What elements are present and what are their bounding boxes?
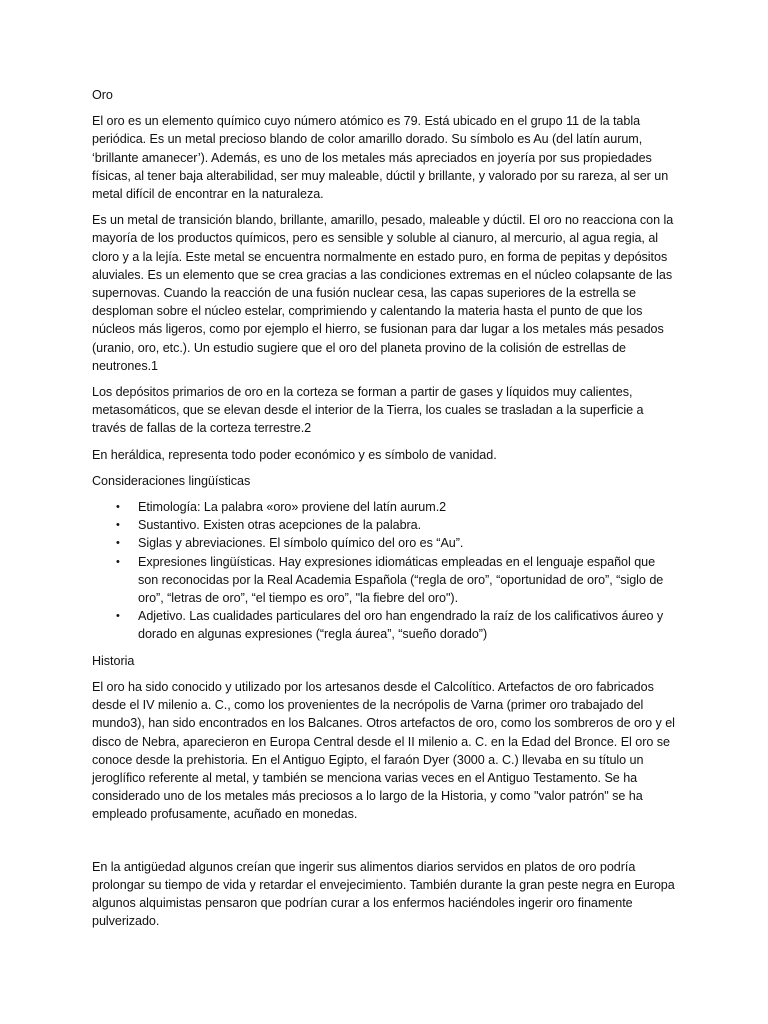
document-page <box>92 86 678 938</box>
bullet-icon: • <box>116 610 120 623</box>
list-item-text: Siglas y abreviaciones. El símbolo químico del oro es “Au”. <box>138 536 464 551</box>
list-item <box>92 607 678 643</box>
intro-paragraph-2: Es un metal de transición blando, brillante, amarillo, pesado, maleable y dúctil. El oro no reacciona con la mayoría de los productos químicos, pero es sensible y soluble al cianuro, al mercurio, al agua regia, al cloro y a la lejía. Este metal se encuentra normalmente en estado puro, en forma de pepitas y depósitos aluviales. Es un elemento que se crea gracias a las condiciones extremas en el núcleo colapsante de las supernovas. Cuando la reacción de una fusión nuclear cesa, las capas superiores de la estrella se desploman sobre el núcleo estelar, comprimiendo y calentando la materia hasta el punto de que los núcleos más ligeros, como por ejemplo el hierro, se fusionan para dar lugar a los metales más pesados (uranio, oro, etc.). Un estudio sugiere que el oro del planeta provino de la colisión de estrellas de neutrones.1 <box>92 213 674 373</box>
bullet-icon: • <box>116 501 120 514</box>
list-item <box>92 516 678 534</box>
history-paragraph-1: El oro ha sido conocido y utilizado por los artesanos desde el Calcolítico. Artefactos de oro fabricados desde el IV milenio a. C., como los provenientes de la necrópolis de Varna (primer oro trabajado del mundo3), han sido encontrados en los Balcanes. Otros artefactos de oro, como los sombreros de oro y el disco de Nebra, aparecieron en Europa Central desde el II milenio a. C. en la Edad del Bronce. El oro se conoce desde la prehistoria. En el Antiguo Egipto, el faraón Dyer (3000 a. C.) llevaba en su título un jeroglífico referente al metal, y también se menciona varias veces en el Antiguo Testamento. Se ha considerado uno de los metales más preciosos a lo largo de la Historia, y como "valor patrón" se ha empleado profusamente, acuñado en monedas. <box>92 679 675 822</box>
linguistics-heading: Consideraciones lingüísticas <box>92 473 251 488</box>
bullet-icon: • <box>116 555 120 568</box>
list-item <box>92 498 678 516</box>
intro-paragraph-4: En heráldica, representa todo poder económico y es símbolo de vanidad. <box>92 447 497 462</box>
intro-paragraph-1: El oro es un elemento químico cuyo número atómico es 79. Está ubicado en el grupo 11 de la tabla periódica. Es un metal precioso blando de color amarillo dorado. Su símbolo es Au (del latín aurum, ‘brillante amanecer’). Además, es uno de los metales más apreciados en joyería por sus propiedades físicas, al tener baja alterabilidad, ser muy maleable, dúctil y brillante, y valorado por su rareza, al ser un metal difícil de encontrar en la naturaleza. <box>92 114 669 202</box>
paragraph-spacer <box>92 832 678 858</box>
list-item-text: Expresiones lingüísticas. Hay expresiones idiomáticas empleadas en el lenguaje español que son reconocidas por la Real Academia Española (“regla de oro”, “oportunidad de oro”, “siglo de oro”, “letras de oro”, “el tiempo es oro”, "la fiebre del oro"). <box>138 554 664 606</box>
list-item-text: Sustantivo. Existen otras acepciones de la palabra. <box>138 518 422 533</box>
list-item-text: Adjetivo. Las cualidades particulares del oro han engendrado la raíz de los calificativos áureo y dorado en algunas expresiones (“regla áurea”, “sueño dorado”) <box>138 609 664 642</box>
intro-paragraph-3: Los depósitos primarios de oro en la corteza se forman a partir de gases y líquidos muy calientes, metasomáticos, que se elevan desde el interior de la Tierra, los cuales se trasladan a la superficie a través de fallas de la corteza terrestre.2 <box>92 385 644 436</box>
bullet-icon: • <box>116 519 120 532</box>
history-paragraph-2: En la antigüedad algunos creían que ingerir sus alimentos diarios servidos en platos de oro podría prolongar su tiempo de vida y retardar el envejecimiento. También durante la gran peste negra en Europa algunos alquimistas pensaron que podrían curar a los enfermos haciéndoles ingerir oro finamente pulverizado. <box>92 859 675 929</box>
list-item-text: Etimología: La palabra «oro» proviene del latín aurum.2 <box>138 500 447 515</box>
history-heading: Historia <box>92 653 135 668</box>
linguistics-list <box>92 498 678 644</box>
document-title: Oro <box>92 88 113 102</box>
list-item <box>92 534 678 552</box>
list-item <box>92 553 678 608</box>
bullet-icon: • <box>116 537 120 550</box>
